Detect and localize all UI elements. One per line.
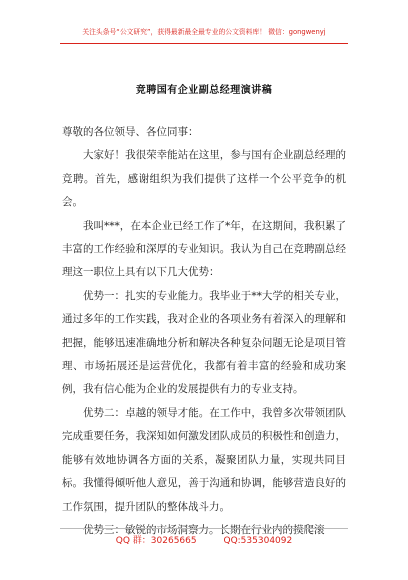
document-title: 竞聘国有企业副总经理演讲稿 — [135, 85, 273, 96]
footer — [0, 533, 408, 546]
footer-qq-group: QQ 群：30265665 — [115, 536, 197, 546]
header-banner: 关注头条号“公文研究”，获得最新最全最专业的公文资料库！ 微信：gongwenyj — [82, 28, 326, 36]
footer-divider — [60, 528, 348, 529]
footer-qq: QQ:535304092 — [223, 536, 293, 546]
header-divider — [60, 43, 348, 44]
paragraph-greeting: 大家好！我很荣幸能站在这里，参与国有企业副总经理的竞聘。首先，感谢组织为我们提供了这样一个公平竞争的机会。 — [62, 149, 346, 209]
paragraph-introduction: 我叫***，在本企业已经工作了*年，在这期间，我积累了丰富的工作经验和深厚的专业知识。我认为自己在竞聘副总经理这一职位上具有以下几大优势： — [62, 219, 346, 279]
document-body — [62, 121, 346, 542]
paragraph-advantage-one: 优势一：扎实的专业能力。我毕业于**大学的相关专业，通过多年的工作实践，我对企业的各项业务有着深入的理解和把握，能够迅速准确地分析和解决各种复杂问题无论是项目管理、市场拓展还是运营优化，我都有着丰富的经验和成功案例，我有信心能为企业的发展提供有力的专业支持。 — [62, 289, 346, 396]
paragraph-advantage-two: 优势二：卓越的领导才能。在工作中，我曾多次带领团队完成重要任务，我深知如何激发团队成员的积极性和创造力，能够有效地协调各方面的关系，凝聚团队力量，实现共同目标。我懂得倾听他人意见，善于沟通和协调，能够营造良好的工作氛围，提升团队的整体战斗力。 — [62, 406, 346, 513]
paragraph-advantage-three: 优势三：敏锐的市场洞察力。长期在行业内的摸爬滚 — [83, 523, 325, 536]
salutation: 尊敬的各位领导、各位同事： — [62, 126, 199, 138]
